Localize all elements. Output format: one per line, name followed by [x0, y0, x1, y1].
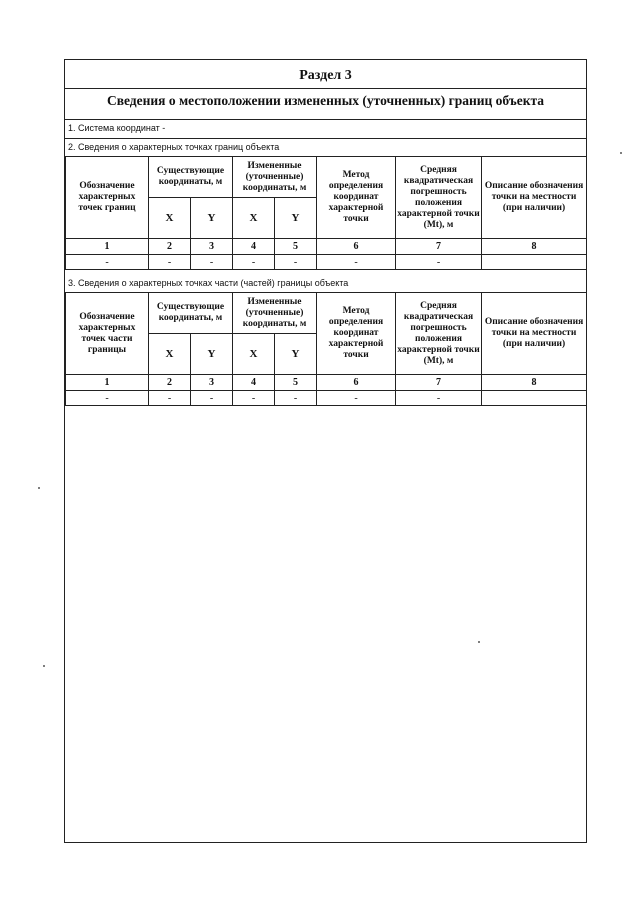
header-method: Метод определения координат характерной точки [317, 293, 396, 375]
column-number: 3 [191, 375, 233, 391]
table-cell: - [275, 255, 317, 270]
header-changed-coords: Измененные (уточненные) координаты, м [233, 157, 317, 198]
table-cell: - [396, 391, 482, 406]
header-existing-x: X [149, 334, 191, 375]
column-number: 5 [275, 375, 317, 391]
scan-speck [478, 641, 480, 643]
column-number: 6 [317, 239, 396, 255]
column-number: 8 [482, 239, 587, 255]
column-number: 7 [396, 375, 482, 391]
table-row [66, 255, 587, 270]
heading-divider [65, 119, 586, 120]
table-row [66, 391, 587, 406]
column-number: 7 [396, 239, 482, 255]
column-number: 2 [149, 375, 191, 391]
table-cell: - [317, 255, 396, 270]
column-number: 4 [233, 375, 275, 391]
scan-speck [38, 487, 40, 489]
column-number: 5 [275, 239, 317, 255]
header-designation: Обозначение характерных точек части границы [66, 293, 149, 375]
table-cell: - [191, 391, 233, 406]
header-existing-x: X [149, 198, 191, 239]
header-error: Средняя квадратическая погрешность положения характерной точки (Mt), м [396, 157, 482, 239]
header-changed-coords: Измененные (уточненные) координаты, м [233, 293, 317, 334]
header-description: Описание обозначения точки на местности (при наличии) [482, 293, 587, 375]
header-changed-x: X [233, 334, 275, 375]
table-cell: - [233, 255, 275, 270]
points-table [65, 156, 587, 270]
header-description: Описание обозначения точки на местности (при наличии) [482, 157, 587, 239]
header-existing-y: Y [191, 334, 233, 375]
table-cell: - [191, 255, 233, 270]
scan-speck [43, 665, 45, 667]
header-method: Метод определения координат характерной точки [317, 157, 396, 239]
column-number: 4 [233, 239, 275, 255]
table-cell: - [233, 391, 275, 406]
column-number: 8 [482, 375, 587, 391]
header-existing-coords: Существующие координаты, м [149, 293, 233, 334]
table-cell: - [66, 391, 149, 406]
scan-speck [620, 152, 622, 154]
header-existing-coords: Существующие координаты, м [149, 157, 233, 198]
column-number: 2 [149, 239, 191, 255]
table-cell [482, 391, 587, 406]
header-existing-y: Y [191, 198, 233, 239]
column-number: 6 [317, 375, 396, 391]
table-cell: - [317, 391, 396, 406]
column-number: 3 [191, 239, 233, 255]
header-error: Средняя квадратическая погрешность положения характерной точки (Mt), м [396, 293, 482, 375]
title-divider [65, 88, 586, 89]
table-cell: - [66, 255, 149, 270]
table1-caption: 2. Сведения о характерных точках границ объекта [68, 142, 280, 152]
section-title: Раздел 3 [299, 68, 352, 83]
part-points-table [65, 292, 587, 406]
header-changed-y: Y [275, 334, 317, 375]
coordinate-system-line: 1. Система координат - [68, 123, 166, 133]
document-heading: Сведения о местоположении измененных (уточненных) границ объекта [106, 93, 545, 108]
table-cell: - [149, 255, 191, 270]
column-number: 1 [66, 239, 149, 255]
header-changed-y: Y [275, 198, 317, 239]
table-cell: - [149, 391, 191, 406]
header-changed-x: X [233, 198, 275, 239]
column-number: 1 [66, 375, 149, 391]
table-cell: - [275, 391, 317, 406]
table-cell: - [396, 255, 482, 270]
document-frame [64, 59, 587, 843]
coord-divider [65, 138, 586, 139]
header-designation: Обозначение характерных точек границ [66, 157, 149, 239]
table-cell [482, 255, 587, 270]
table2-caption: 3. Сведения о характерных точках части (частей) границы объекта [68, 278, 349, 288]
